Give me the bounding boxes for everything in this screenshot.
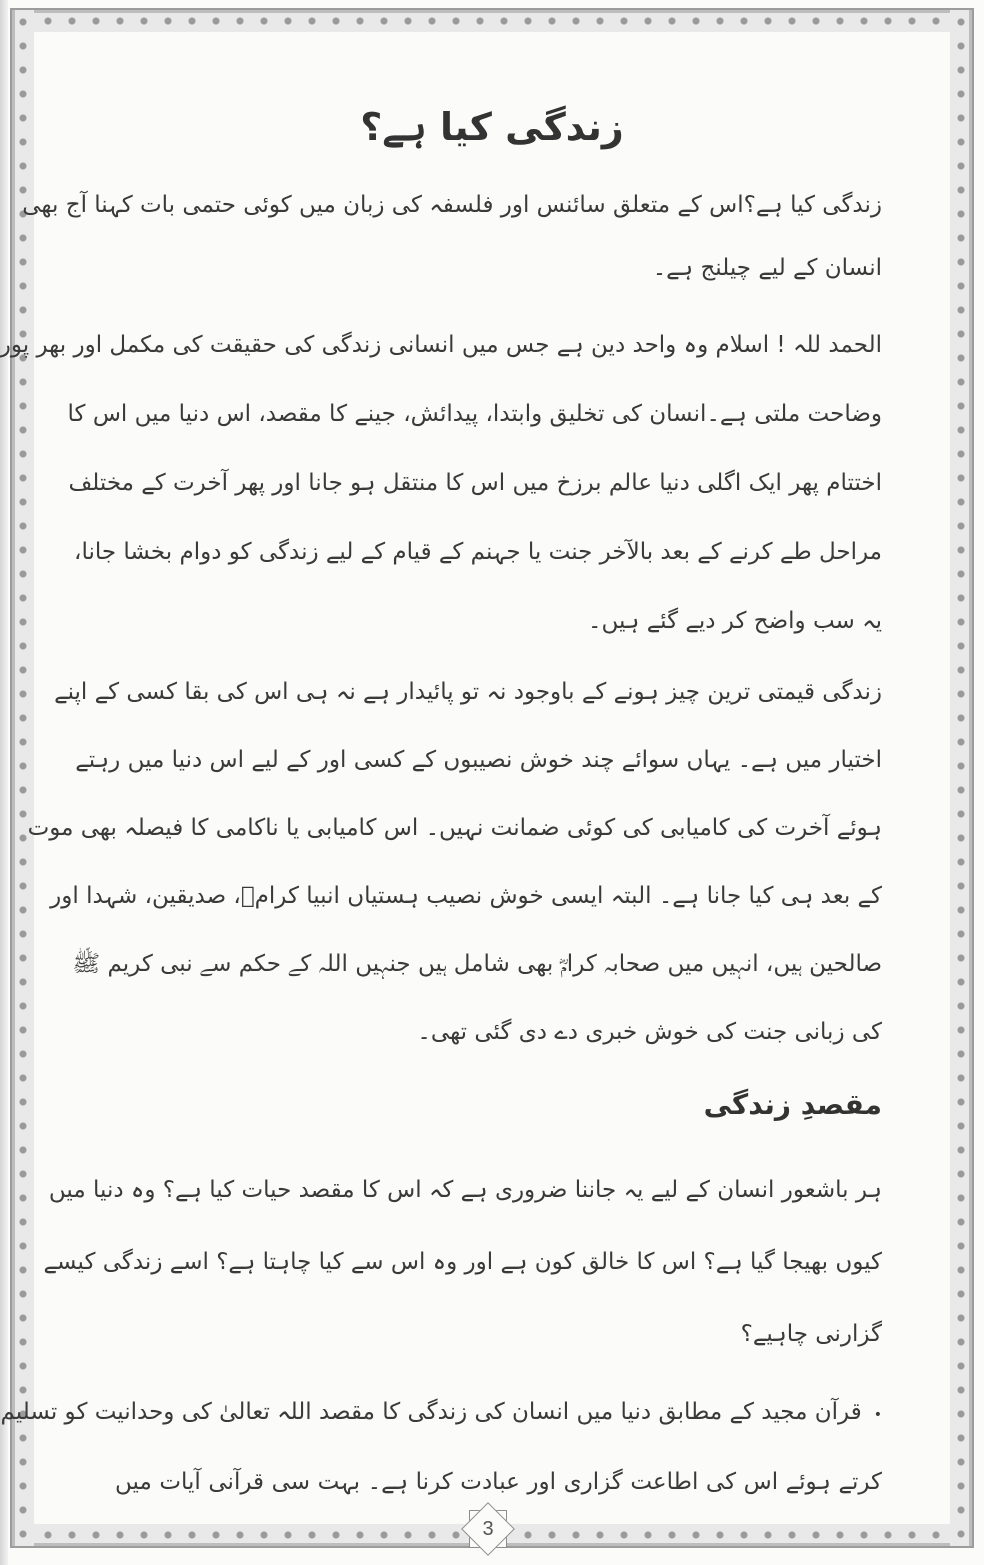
paragraph-3-line: اختیار میں ہے۔ یہاں سوائے چند خوش نصیبوں کے کسی اور کے لیے اس دنیا میں رہتے — [75, 747, 882, 773]
bullet-line: قرآن مجید کے مطابق دنیا میں انسان کی زندگی کا مقصد اللہ تعالیٰ کی وحدانیت کو تسلیم — [0, 1399, 862, 1425]
page-number-badge — [469, 1510, 507, 1548]
paragraph-3-line: کی زبانی جنت کی خوش خبری دے دی گئی تھی۔ — [417, 1019, 882, 1045]
paragraph-3-line: ہوئے آخرت کی کامیابی کی کوئی ضمانت نہیں۔ اس کامیابی یا ناکامی کا فیصلہ بھی موت — [27, 815, 882, 841]
page-number: 3 — [482, 1518, 494, 1540]
paragraph-4-line: ہر باشعور انسان کے لیے یہ جاننا ضروری ہے کہ اس کا مقصد حیات کیا ہے؟ وہ دنیا میں — [48, 1177, 882, 1203]
paragraph-3-line: زندگی قیمتی ترین چیز ہونے کے باوجود نہ تو پائیدار ہے نہ ہی اس کی بقا کسی کے اپنے — [54, 679, 882, 705]
border-ornament-right — [950, 10, 972, 1546]
paragraph-2-line: وضاحت ملتی ہے۔انسان کی تخلیق وابتدا، پیدائش، جینے کا مقصد، اس دنیا میں اس کا — [67, 401, 882, 427]
bullet-icon: • — [873, 1407, 882, 1423]
paragraph-2-line: الحمد للہ ! اسلام وہ واحد دین ہے جس میں انسانی زندگی کی حقیقت کی مکمل اور بھر پور — [0, 332, 882, 358]
section-heading: مقصدِ زندگی — [703, 1088, 882, 1121]
bullet-line: کرتے ہوئے اس کی اطاعت گزاری اور عبادت کرنا ہے۔ بہت سی قرآنی آیات میں — [115, 1469, 882, 1495]
page-edge-shadow — [0, 0, 8, 1565]
paragraph-3-line: کے بعد ہی کیا جانا ہے۔ البتہ ایسی خوش نصیب ہستیاں انبیا کرامؑ، صدیقین، شہدا اور — [50, 883, 882, 909]
paragraph-1-line: زندگی کیا ہے؟اس کے متعلق سائنس اور فلسفہ کی زبان میں کوئی حتمی بات کہنا آج بھی — [22, 192, 882, 218]
paragraph-1-line: انسان کے لیے چیلنج ہے۔ — [652, 255, 882, 281]
paragraph-2-line: یہ سب واضح کر دیے گئے ہیں۔ — [587, 608, 882, 634]
page-title: زندگی کیا ہے؟ — [360, 105, 624, 149]
paragraph-4-line: کیوں بھیجا گیا ہے؟ اس کا خالق کون ہے اور وہ اس سے کیا چاہتا ہے؟ اسے زندگی کیسے — [43, 1249, 882, 1275]
paragraph-2-line: اختتام پھر ایک اگلی دنیا عالم برزخ میں اس کا منتقل ہو جانا اور پھر آخرت کے مختلف — [68, 470, 882, 496]
border-ornament-left — [12, 10, 34, 1546]
bullet-item — [0, 1392, 882, 1432]
paragraph-4-line: گزارنی چاہیے؟ — [740, 1321, 882, 1347]
paragraph-3-line: صالحین ہیں، انہیں میں صحابہ کرامؓ بھی شامل ہیں جنہیں اللہ کے حکم سے نبی کریم ﷺ — [72, 951, 882, 977]
paragraph-2-line: مراحل طے کرنے کے بعد بالآخر جنت یا جہنم کے قیام کے لیے زندگی کو دوام بخشا جانا، — [74, 539, 882, 565]
